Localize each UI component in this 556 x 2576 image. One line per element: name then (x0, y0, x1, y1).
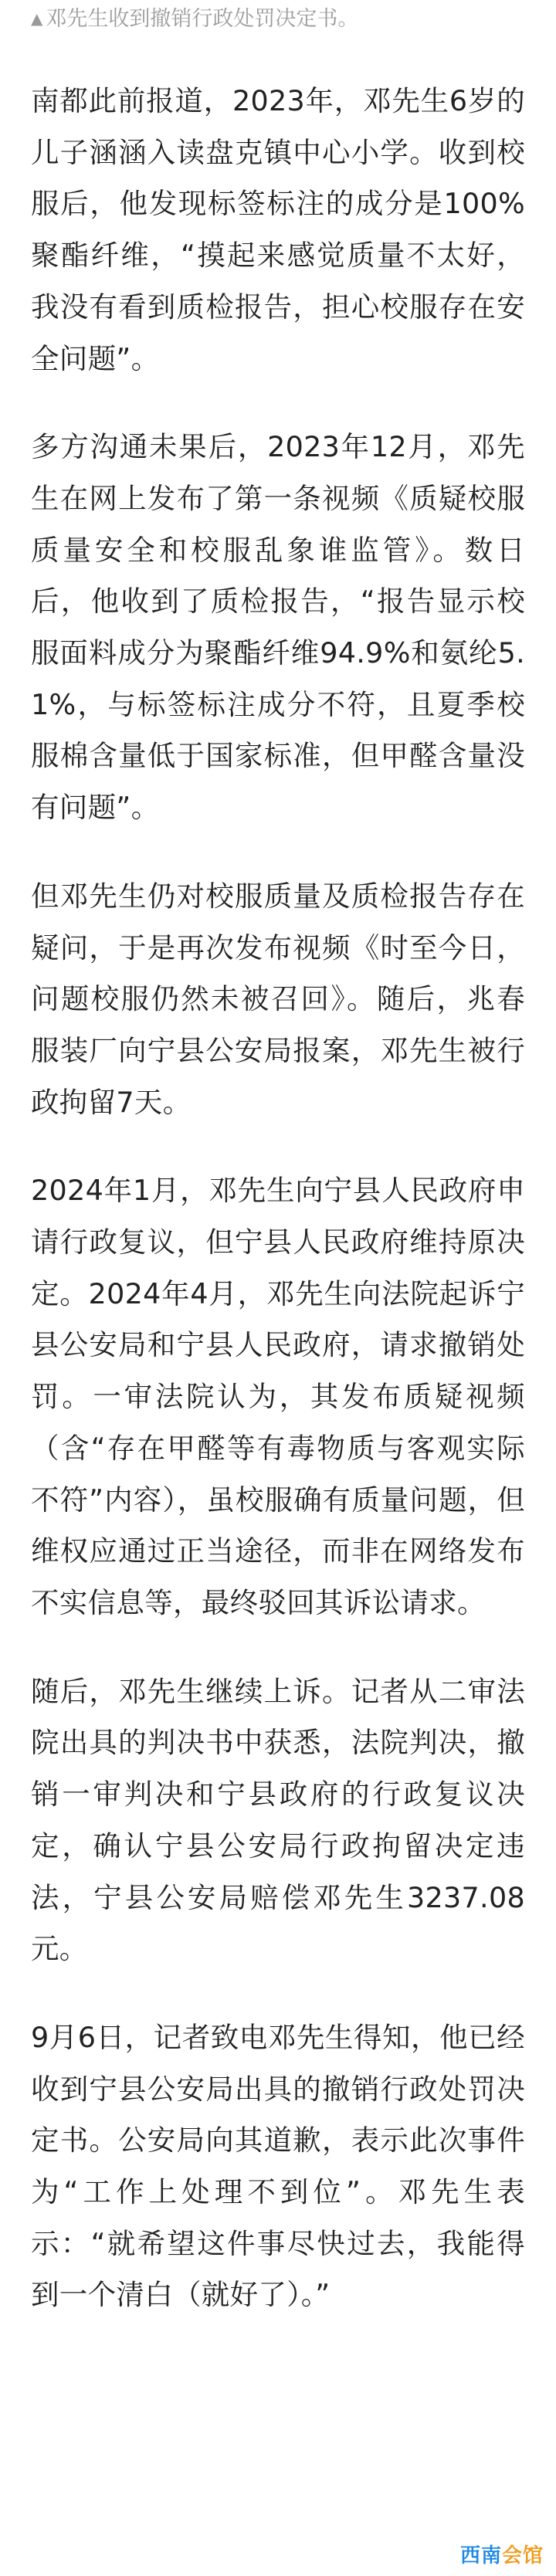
article-paragraph: 但邓先生仍对校服质量及质检报告存在疑问，于是再次发布视频《时至今日，问题校服仍然未被召回》。随后，兆春服装厂向宁县公安局报案，邓先生被行政拘留7天。 (31, 879, 525, 1119)
article-paragraph: 2024年1月，邓先生向宁县人民政府申请行政复议，但宁县人民政府维持原决定。2024年4月，邓先生向法院起诉宁县公安局和宁县人民政府，请求撤销处罚。一审法院认为，其发布质疑视频（含“存在甲醛等有毒物质与客观实际不符”内容），虽校服确有质量问题，但维权应通过正当途径，而非在网络发布不实信息等，最终驳回其诉讼请求。 (31, 1174, 525, 1619)
caption-text: 邓先生收到撤销行政处罚决定书。 (46, 7, 359, 31)
watermark-text-part2: 会馆 (501, 2544, 544, 2568)
article-paragraph: 随后，邓先生继续上诉。记者从二审法院出具的判决书中获悉，法院判决，撤销一审判决和宁县政府的行政复议决定，确认宁县公安局行政拘留决定违法，宁县公安局赔偿邓先生3237.08元。 (31, 1674, 525, 1966)
article-paragraph: 多方沟通未果后，2023年12月，邓先生在网上发布了第一条视频《质疑校服质量安全和校服乱象谁监管》。数日后，他收到了质检报告，“报告显示校服面料成分为聚酯纤维94.9%和氨纶5.1%，与标签标注成分不符，且夏季校服棉含量低于国家标准，但甲醛含量没有问题”。 (31, 430, 525, 825)
image-caption (31, 3, 525, 35)
article-body (31, 76, 525, 2358)
article-paragraph: 南都此前报道，2023年，邓先生6岁的儿子涵涵入读盘克镇中心小学。收到校服后，他发现标签标注的成分是100%聚酯纤维，“摸起来感觉质量不太好，我没有看到质检报告，担心校服存在安全问题”。 (31, 84, 525, 375)
triangle-up-icon: ▲ (31, 9, 43, 28)
watermark-logo (460, 2540, 544, 2568)
watermark-text-part1: 西南 (459, 2544, 502, 2568)
article-paragraph: 9月6日，记者致电邓先生得知，他已经收到宁县公安局出具的撤销行政处罚决定书。公安局向其道歉，表示此次事件为“工作上处理不到位”。邓先生表示：“就希望这件事尽快过去，我能得到一个清白（就好了）。” (31, 2020, 525, 2312)
